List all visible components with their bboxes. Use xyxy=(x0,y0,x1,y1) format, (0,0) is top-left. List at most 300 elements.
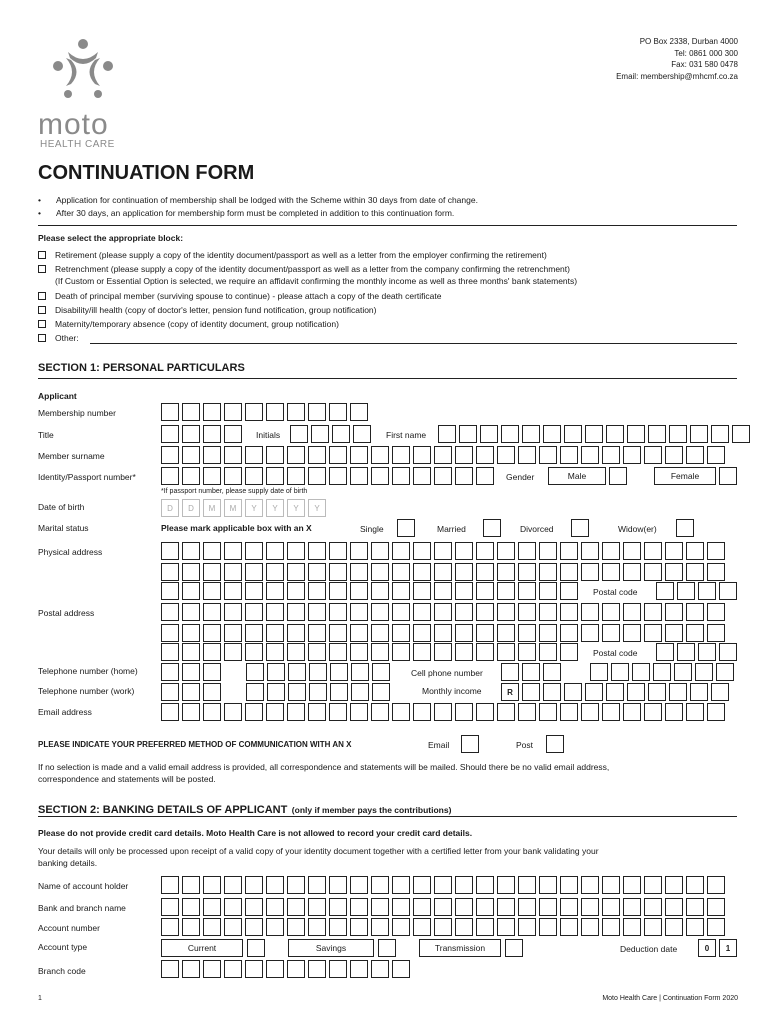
married-box[interactable] xyxy=(483,519,501,537)
input-cell[interactable] xyxy=(665,624,683,642)
input-cell[interactable] xyxy=(653,663,671,681)
input-cell[interactable] xyxy=(308,960,326,978)
input-cell[interactable] xyxy=(455,703,473,721)
input-cell[interactable] xyxy=(476,703,494,721)
input-cell[interactable] xyxy=(686,624,704,642)
input-cell[interactable] xyxy=(623,603,641,621)
input-cell[interactable] xyxy=(245,643,263,661)
input-cell[interactable] xyxy=(413,876,431,894)
input-cell[interactable] xyxy=(560,603,578,621)
input-cell[interactable] xyxy=(543,683,561,701)
comm-email-box[interactable] xyxy=(461,735,479,753)
input-cell[interactable] xyxy=(560,582,578,600)
input-cell[interactable] xyxy=(698,643,716,661)
input-cell[interactable] xyxy=(350,467,368,485)
monthly-income-input[interactable] xyxy=(522,683,732,701)
input-cell[interactable] xyxy=(350,624,368,642)
input-cell[interactable] xyxy=(245,403,263,421)
input-cell[interactable] xyxy=(245,918,263,936)
comm-post-box[interactable] xyxy=(546,735,564,753)
input-cell[interactable] xyxy=(476,542,494,560)
input-cell[interactable] xyxy=(371,960,389,978)
input-cell[interactable] xyxy=(308,898,326,916)
input-cell[interactable] xyxy=(602,876,620,894)
input-cell[interactable] xyxy=(644,624,662,642)
input-cell[interactable] xyxy=(539,542,557,560)
input-cell[interactable] xyxy=(351,683,369,701)
input-cell[interactable] xyxy=(203,403,221,421)
input-cell[interactable] xyxy=(623,898,641,916)
input-cell[interactable] xyxy=(182,663,200,681)
deduction-date-digit-1[interactable]: 0 xyxy=(698,939,716,957)
input-cell[interactable] xyxy=(711,425,729,443)
input-cell[interactable] xyxy=(182,582,200,600)
input-cell[interactable] xyxy=(309,663,327,681)
input-cell[interactable] xyxy=(161,876,179,894)
input-cell[interactable] xyxy=(669,425,687,443)
input-cell[interactable] xyxy=(246,683,264,701)
input-cell[interactable] xyxy=(392,542,410,560)
input-cell[interactable] xyxy=(224,918,242,936)
tel-home-input[interactable] xyxy=(246,663,393,681)
input-cell[interactable] xyxy=(539,446,557,464)
input-cell[interactable] xyxy=(266,542,284,560)
input-cell[interactable] xyxy=(245,467,263,485)
input-cell[interactable] xyxy=(392,960,410,978)
input-cell[interactable] xyxy=(669,683,687,701)
input-cell[interactable] xyxy=(287,876,305,894)
input-cell[interactable] xyxy=(518,876,536,894)
input-cell[interactable] xyxy=(413,542,431,560)
id-passport-input[interactable] xyxy=(161,467,497,485)
input-cell[interactable] xyxy=(665,918,683,936)
input-cell[interactable] xyxy=(350,563,368,581)
input-cell[interactable] xyxy=(665,703,683,721)
input-cell[interactable] xyxy=(497,542,515,560)
input-cell[interactable] xyxy=(287,960,305,978)
input-cell[interactable] xyxy=(560,446,578,464)
input-cell[interactable] xyxy=(161,663,179,681)
input-cell[interactable] xyxy=(476,563,494,581)
input-cell[interactable] xyxy=(182,446,200,464)
dob-cell[interactable]: M xyxy=(224,499,242,517)
input-cell[interactable] xyxy=(539,643,557,661)
input-cell[interactable] xyxy=(266,960,284,978)
input-cell[interactable] xyxy=(182,643,200,661)
physical-postal-code-input[interactable] xyxy=(656,582,740,600)
input-cell[interactable] xyxy=(522,425,540,443)
input-cell[interactable] xyxy=(476,582,494,600)
input-cell[interactable] xyxy=(497,898,515,916)
input-cell[interactable] xyxy=(392,582,410,600)
input-cell[interactable] xyxy=(644,446,662,464)
input-cell[interactable] xyxy=(627,683,645,701)
input-cell[interactable] xyxy=(690,683,708,701)
input-cell[interactable] xyxy=(224,643,242,661)
dob-cell[interactable]: D xyxy=(182,499,200,517)
input-cell[interactable] xyxy=(581,446,599,464)
input-cell[interactable] xyxy=(392,467,410,485)
input-cell[interactable] xyxy=(161,467,179,485)
input-cell[interactable] xyxy=(161,582,179,600)
input-cell[interactable] xyxy=(476,467,494,485)
input-cell[interactable] xyxy=(434,643,452,661)
account-holder-input[interactable] xyxy=(161,876,728,894)
input-cell[interactable] xyxy=(161,703,179,721)
input-cell[interactable] xyxy=(350,403,368,421)
input-cell[interactable] xyxy=(686,603,704,621)
input-cell[interactable] xyxy=(287,403,305,421)
input-cell[interactable] xyxy=(627,425,645,443)
input-cell[interactable] xyxy=(371,703,389,721)
input-cell[interactable] xyxy=(522,663,540,681)
input-cell[interactable] xyxy=(224,425,242,443)
input-cell[interactable] xyxy=(623,624,641,642)
input-cell[interactable] xyxy=(413,563,431,581)
input-cell[interactable] xyxy=(224,603,242,621)
input-cell[interactable] xyxy=(665,603,683,621)
input-cell[interactable] xyxy=(455,918,473,936)
input-cell[interactable] xyxy=(308,467,326,485)
input-cell[interactable] xyxy=(716,663,734,681)
input-cell[interactable] xyxy=(656,643,674,661)
input-cell[interactable] xyxy=(665,446,683,464)
input-cell[interactable] xyxy=(203,683,221,701)
retrenchment-checkbox[interactable] xyxy=(38,265,46,273)
input-cell[interactable] xyxy=(203,663,221,681)
input-cell[interactable] xyxy=(203,582,221,600)
input-cell[interactable] xyxy=(707,624,725,642)
input-cell[interactable] xyxy=(332,425,350,443)
input-cell[interactable] xyxy=(686,703,704,721)
input-cell[interactable] xyxy=(539,603,557,621)
input-cell[interactable] xyxy=(245,582,263,600)
account-type-transmission-box[interactable] xyxy=(505,939,523,957)
input-cell[interactable] xyxy=(392,876,410,894)
input-cell[interactable] xyxy=(518,643,536,661)
input-cell[interactable] xyxy=(665,876,683,894)
input-cell[interactable] xyxy=(371,467,389,485)
input-cell[interactable] xyxy=(203,918,221,936)
input-cell[interactable] xyxy=(372,683,390,701)
input-cell[interactable] xyxy=(245,703,263,721)
input-cell[interactable] xyxy=(677,582,695,600)
input-cell[interactable] xyxy=(623,542,641,560)
input-cell[interactable] xyxy=(674,663,692,681)
input-cell[interactable] xyxy=(224,876,242,894)
input-cell[interactable] xyxy=(224,403,242,421)
input-cell[interactable] xyxy=(656,582,674,600)
input-cell[interactable] xyxy=(501,425,519,443)
input-cell[interactable] xyxy=(522,683,540,701)
input-cell[interactable] xyxy=(245,960,263,978)
input-cell[interactable] xyxy=(690,425,708,443)
input-cell[interactable] xyxy=(182,467,200,485)
input-cell[interactable] xyxy=(287,918,305,936)
input-cell[interactable] xyxy=(224,898,242,916)
input-cell[interactable] xyxy=(329,446,347,464)
input-cell[interactable] xyxy=(434,563,452,581)
input-cell[interactable] xyxy=(581,624,599,642)
input-cell[interactable] xyxy=(711,683,729,701)
input-cell[interactable] xyxy=(497,582,515,600)
input-cell[interactable] xyxy=(623,876,641,894)
input-cell[interactable] xyxy=(707,898,725,916)
input-cell[interactable] xyxy=(560,643,578,661)
input-cell[interactable] xyxy=(350,643,368,661)
input-cell[interactable] xyxy=(581,876,599,894)
input-cell[interactable] xyxy=(518,582,536,600)
disability-checkbox[interactable] xyxy=(38,306,46,314)
input-cell[interactable] xyxy=(161,624,179,642)
input-cell[interactable] xyxy=(413,582,431,600)
input-cell[interactable] xyxy=(413,446,431,464)
input-cell[interactable] xyxy=(372,663,390,681)
input-cell[interactable] xyxy=(161,898,179,916)
input-cell[interactable] xyxy=(719,643,737,661)
input-cell[interactable] xyxy=(518,898,536,916)
input-cell[interactable] xyxy=(329,603,347,621)
input-cell[interactable] xyxy=(392,918,410,936)
input-cell[interactable] xyxy=(330,663,348,681)
input-cell[interactable] xyxy=(539,582,557,600)
input-cell[interactable] xyxy=(267,683,285,701)
input-cell[interactable] xyxy=(288,683,306,701)
input-cell[interactable] xyxy=(287,624,305,642)
input-cell[interactable] xyxy=(644,603,662,621)
input-cell[interactable] xyxy=(371,898,389,916)
tel-home-input-code[interactable] xyxy=(161,663,224,681)
input-cell[interactable] xyxy=(224,960,242,978)
input-cell[interactable] xyxy=(182,960,200,978)
input-cell[interactable] xyxy=(497,876,515,894)
retirement-checkbox[interactable] xyxy=(38,251,46,259)
input-cell[interactable] xyxy=(434,446,452,464)
input-cell[interactable] xyxy=(648,683,666,701)
input-cell[interactable] xyxy=(413,918,431,936)
input-cell[interactable] xyxy=(590,663,608,681)
input-cell[interactable] xyxy=(288,663,306,681)
other-checkbox[interactable] xyxy=(38,334,46,342)
input-cell[interactable] xyxy=(371,446,389,464)
single-box[interactable] xyxy=(397,519,415,537)
input-cell[interactable] xyxy=(518,624,536,642)
input-cell[interactable] xyxy=(224,703,242,721)
input-cell[interactable] xyxy=(224,446,242,464)
input-cell[interactable] xyxy=(602,703,620,721)
input-cell[interactable] xyxy=(434,582,452,600)
input-cell[interactable] xyxy=(434,624,452,642)
input-cell[interactable] xyxy=(203,624,221,642)
physical-address-line-2[interactable] xyxy=(161,563,728,581)
input-cell[interactable] xyxy=(392,898,410,916)
title-input[interactable] xyxy=(161,425,245,443)
input-cell[interactable] xyxy=(203,467,221,485)
input-cell[interactable] xyxy=(182,403,200,421)
initials-input[interactable] xyxy=(290,425,374,443)
input-cell[interactable] xyxy=(308,542,326,560)
input-cell[interactable] xyxy=(560,703,578,721)
input-cell[interactable] xyxy=(203,563,221,581)
input-cell[interactable] xyxy=(707,446,725,464)
input-cell[interactable] xyxy=(455,582,473,600)
dob-input[interactable] xyxy=(161,499,329,517)
account-number-input[interactable] xyxy=(161,918,728,936)
input-cell[interactable] xyxy=(623,918,641,936)
membership-number-input[interactable] xyxy=(161,403,371,421)
input-cell[interactable] xyxy=(329,898,347,916)
physical-address-line-3[interactable] xyxy=(161,582,581,600)
input-cell[interactable] xyxy=(371,876,389,894)
widow-box[interactable] xyxy=(676,519,694,537)
input-cell[interactable] xyxy=(413,898,431,916)
input-cell[interactable] xyxy=(543,663,561,681)
input-cell[interactable] xyxy=(182,563,200,581)
input-cell[interactable] xyxy=(182,918,200,936)
input-cell[interactable] xyxy=(203,425,221,443)
input-cell[interactable] xyxy=(353,425,371,443)
input-cell[interactable] xyxy=(543,425,561,443)
input-cell[interactable] xyxy=(480,425,498,443)
input-cell[interactable] xyxy=(497,703,515,721)
input-cell[interactable] xyxy=(497,918,515,936)
input-cell[interactable] xyxy=(707,563,725,581)
input-cell[interactable] xyxy=(497,446,515,464)
cell-input[interactable] xyxy=(590,663,737,681)
input-cell[interactable] xyxy=(203,898,221,916)
input-cell[interactable] xyxy=(308,446,326,464)
input-cell[interactable] xyxy=(413,467,431,485)
input-cell[interactable] xyxy=(501,663,519,681)
input-cell[interactable] xyxy=(438,425,456,443)
input-cell[interactable] xyxy=(497,624,515,642)
input-cell[interactable] xyxy=(245,603,263,621)
input-cell[interactable] xyxy=(719,582,737,600)
input-cell[interactable] xyxy=(644,876,662,894)
input-cell[interactable] xyxy=(329,703,347,721)
input-cell[interactable] xyxy=(161,643,179,661)
divorced-box[interactable] xyxy=(571,519,589,537)
input-cell[interactable] xyxy=(413,624,431,642)
input-cell[interactable] xyxy=(203,960,221,978)
input-cell[interactable] xyxy=(266,876,284,894)
input-cell[interactable] xyxy=(518,918,536,936)
input-cell[interactable] xyxy=(350,898,368,916)
input-cell[interactable] xyxy=(203,446,221,464)
input-cell[interactable] xyxy=(350,582,368,600)
input-cell[interactable] xyxy=(539,563,557,581)
postal-postal-code-input[interactable] xyxy=(656,643,740,661)
input-cell[interactable] xyxy=(581,703,599,721)
input-cell[interactable] xyxy=(455,563,473,581)
postal-address-line-1[interactable] xyxy=(161,603,728,621)
input-cell[interactable] xyxy=(371,582,389,600)
input-cell[interactable] xyxy=(161,403,179,421)
input-cell[interactable] xyxy=(539,876,557,894)
input-cell[interactable] xyxy=(695,663,713,681)
input-cell[interactable] xyxy=(707,876,725,894)
input-cell[interactable] xyxy=(350,446,368,464)
input-cell[interactable] xyxy=(266,703,284,721)
input-cell[interactable] xyxy=(560,624,578,642)
cell-input-code[interactable] xyxy=(501,663,564,681)
tel-work-input[interactable] xyxy=(246,683,393,701)
input-cell[interactable] xyxy=(287,643,305,661)
input-cell[interactable] xyxy=(539,918,557,936)
input-cell[interactable] xyxy=(245,563,263,581)
input-cell[interactable] xyxy=(732,425,750,443)
input-cell[interactable] xyxy=(434,703,452,721)
input-cell[interactable] xyxy=(350,918,368,936)
input-cell[interactable] xyxy=(707,603,725,621)
input-cell[interactable] xyxy=(329,403,347,421)
input-cell[interactable] xyxy=(182,876,200,894)
input-cell[interactable] xyxy=(585,683,603,701)
input-cell[interactable] xyxy=(350,542,368,560)
input-cell[interactable] xyxy=(371,643,389,661)
input-cell[interactable] xyxy=(330,683,348,701)
dob-cell[interactable]: D xyxy=(161,499,179,517)
input-cell[interactable] xyxy=(602,563,620,581)
input-cell[interactable] xyxy=(602,624,620,642)
input-cell[interactable] xyxy=(371,563,389,581)
input-cell[interactable] xyxy=(224,542,242,560)
input-cell[interactable] xyxy=(665,563,683,581)
input-cell[interactable] xyxy=(266,603,284,621)
input-cell[interactable] xyxy=(329,563,347,581)
input-cell[interactable] xyxy=(182,703,200,721)
input-cell[interactable] xyxy=(518,603,536,621)
input-cell[interactable] xyxy=(392,563,410,581)
input-cell[interactable] xyxy=(329,582,347,600)
deduction-date-digit-2[interactable]: 1 xyxy=(719,939,737,957)
postal-address-line-2[interactable] xyxy=(161,624,728,642)
input-cell[interactable] xyxy=(665,898,683,916)
first-name-input[interactable] xyxy=(438,425,753,443)
input-cell[interactable] xyxy=(329,542,347,560)
input-cell[interactable] xyxy=(245,446,263,464)
input-cell[interactable] xyxy=(585,425,603,443)
input-cell[interactable] xyxy=(182,898,200,916)
input-cell[interactable] xyxy=(644,898,662,916)
input-cell[interactable] xyxy=(686,898,704,916)
input-cell[interactable] xyxy=(602,542,620,560)
input-cell[interactable] xyxy=(308,643,326,661)
input-cell[interactable] xyxy=(392,624,410,642)
input-cell[interactable] xyxy=(224,624,242,642)
input-cell[interactable] xyxy=(686,876,704,894)
input-cell[interactable] xyxy=(266,582,284,600)
input-cell[interactable] xyxy=(518,703,536,721)
input-cell[interactable] xyxy=(539,624,557,642)
input-cell[interactable] xyxy=(623,703,641,721)
input-cell[interactable] xyxy=(161,425,179,443)
input-cell[interactable] xyxy=(602,898,620,916)
input-cell[interactable] xyxy=(287,603,305,621)
input-cell[interactable] xyxy=(161,960,179,978)
input-cell[interactable] xyxy=(455,624,473,642)
input-cell[interactable] xyxy=(287,446,305,464)
input-cell[interactable] xyxy=(350,603,368,621)
input-cell[interactable] xyxy=(476,603,494,621)
input-cell[interactable] xyxy=(602,918,620,936)
input-cell[interactable] xyxy=(266,918,284,936)
input-cell[interactable] xyxy=(581,918,599,936)
input-cell[interactable] xyxy=(564,683,582,701)
input-cell[interactable] xyxy=(623,446,641,464)
dob-cell[interactable]: Y xyxy=(266,499,284,517)
input-cell[interactable] xyxy=(329,467,347,485)
